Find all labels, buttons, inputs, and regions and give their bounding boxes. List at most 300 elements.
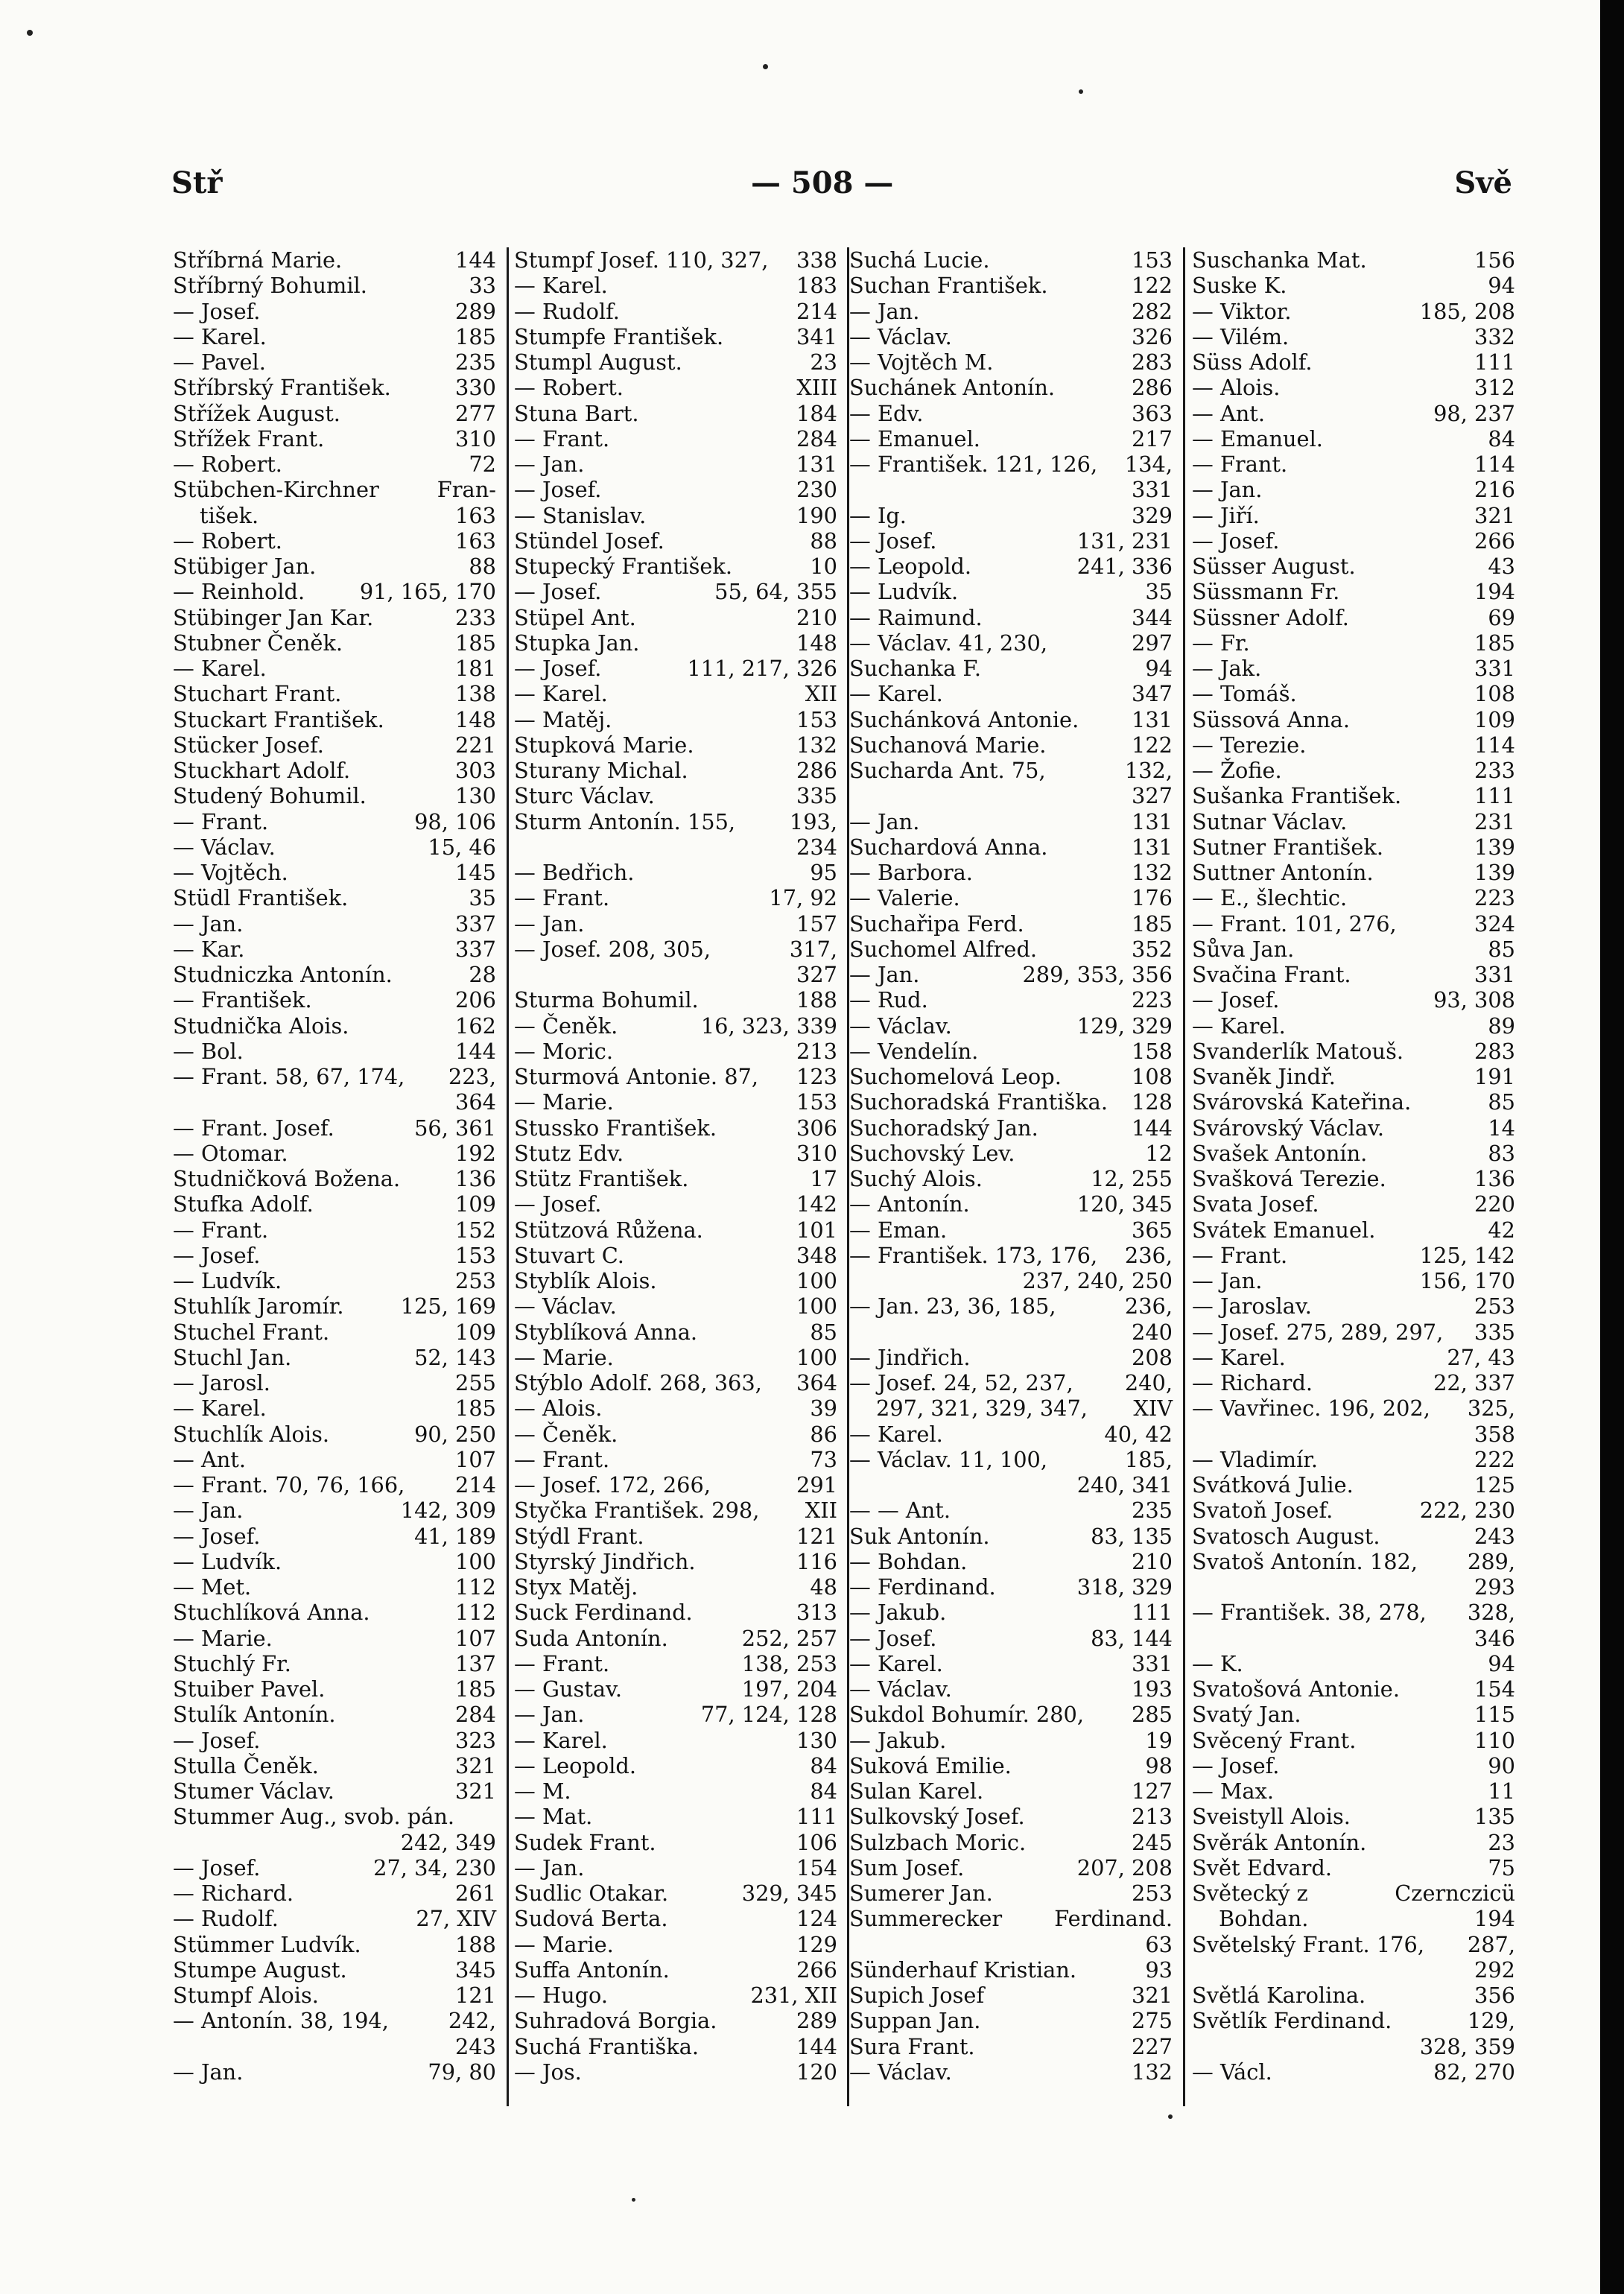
entry-pages: XII [805, 681, 837, 707]
entry-name: — Jak. [1192, 656, 1262, 681]
entry-pages: 129 [796, 1931, 837, 1957]
entry-pages: 327 [1132, 783, 1173, 809]
entry-name: Suck Ferdinand. [514, 1600, 693, 1626]
entry-pages: XII [805, 1498, 837, 1524]
index-entry [173, 1626, 496, 1651]
index-entry [173, 758, 496, 783]
entry-name: — Karel. [514, 1727, 608, 1753]
entry-name: Suschanka Mat. [1192, 247, 1367, 273]
index-entry [514, 1345, 837, 1370]
entry-pages: 289, 353, 356 [1022, 962, 1173, 987]
entry-name: — Richard. [1192, 1370, 1313, 1395]
entry-name: Süssmann Fr. [1192, 579, 1340, 605]
index-entry [1192, 1524, 1515, 1549]
index-entry [849, 2034, 1173, 2059]
entry-pages: 127 [1132, 1778, 1173, 1804]
entry-name: — — Ant. [849, 1498, 951, 1524]
entry-pages: 188 [796, 987, 837, 1013]
entry-name: Svět Edvard. [1192, 1854, 1333, 1880]
entry-pages: 142, 309 [400, 1498, 496, 1524]
index-entry [1192, 1422, 1515, 1447]
entry-pages: 48 [810, 1574, 837, 1600]
entry-name: Suske K. [1192, 273, 1287, 299]
entry-pages: 85 [1488, 936, 1515, 962]
entry-name: — Ant. [1192, 400, 1266, 426]
entry-pages: 111 [796, 1804, 837, 1830]
index-entry [514, 1319, 837, 1345]
entry-name: — Marie. [514, 1089, 614, 1115]
index-entry [1192, 299, 1515, 324]
entry-pages: 223, [448, 1064, 496, 1089]
entry-name: — Kar. [173, 936, 245, 962]
entry-name: — Josef. [514, 656, 602, 681]
index-entry [173, 554, 496, 579]
entry-pages: 17, 92 [769, 885, 837, 911]
entry-name: Suchovský Lev. [849, 1140, 1015, 1166]
entry-pages: 326 [1132, 323, 1173, 349]
index-entry [173, 1039, 496, 1064]
entry-pages: 176 [1132, 885, 1173, 911]
index-entry [849, 1702, 1173, 1727]
index-entry [514, 1957, 837, 1983]
index-entry [1192, 2059, 1515, 2085]
entry-name: Suchoradská Františka. [849, 1089, 1108, 1115]
index-entry [514, 324, 837, 349]
entry-name: — Terezie. [1192, 732, 1307, 758]
entry-name: — Karel. [173, 323, 267, 349]
entry-pages: 216 [1474, 477, 1515, 503]
entry-name: — Raimund. [849, 604, 983, 630]
entry-pages: 19 [1145, 1727, 1173, 1753]
entry-pages: 331 [1132, 477, 1173, 503]
index-entry [514, 426, 837, 451]
entry-name: — František. 121, 126, [849, 451, 1098, 477]
entry-pages: 346 [1474, 1625, 1515, 1651]
index-entry [173, 962, 496, 987]
entry-name: Stupecký František. [514, 554, 732, 579]
entry-pages: 83, 144 [1091, 1625, 1173, 1651]
entry-name: — Jan. [514, 1854, 585, 1880]
entry-name: Stuna Bart. [514, 400, 639, 426]
entry-name: Svátková Julie. [1192, 1472, 1354, 1498]
entry-pages: 235 [1132, 1498, 1173, 1524]
entry-pages: 191 [1474, 1064, 1515, 1089]
entry-pages: 345 [455, 1956, 496, 1983]
entry-pages: 240, 341 [1076, 1472, 1173, 1498]
entry-name: — Karel. [1192, 1344, 1286, 1370]
index-entry [514, 987, 837, 1013]
entry-name: — Rudolf. [514, 298, 620, 324]
print-speck [1079, 89, 1083, 94]
entry-pages: 313 [796, 1600, 837, 1626]
entry-name: Sušanka František. [1192, 783, 1402, 809]
entry-pages: 352 [1132, 936, 1173, 962]
index-entry [849, 1472, 1173, 1498]
index-entry [1192, 885, 1515, 910]
index-entry [514, 809, 837, 834]
entry-pages: 89 [1488, 1013, 1515, 1039]
entry-pages: 364 [796, 1370, 837, 1395]
index-entry [1192, 1243, 1515, 1268]
entry-name: Stumer Václav. [173, 1778, 334, 1804]
index-entry [1192, 1472, 1515, 1498]
entry-pages: 98, 237 [1433, 400, 1515, 426]
entry-pages: 27, XIV [416, 1906, 496, 1932]
entry-name: — Jiří. [1192, 502, 1260, 528]
index-entry [849, 2059, 1173, 2085]
index-entry [173, 937, 496, 962]
entry-name: — Frant. [514, 885, 610, 911]
entry-name: — Karel. [173, 1395, 267, 1422]
index-entry [1192, 911, 1515, 937]
entry-pages: XIV [1133, 1395, 1173, 1422]
entry-name: Stütz František. [514, 1166, 689, 1191]
index-entry [173, 1141, 496, 1166]
entry-pages: 235 [455, 349, 496, 375]
index-entry [849, 324, 1173, 349]
entry-pages: 306 [796, 1115, 837, 1141]
entry-pages: 12, 255 [1091, 1166, 1173, 1191]
entry-pages: 120, 345 [1076, 1191, 1173, 1217]
index-entry [173, 1345, 496, 1370]
entry-pages: 156 [1474, 247, 1515, 273]
entry-name: — Josef. [1192, 527, 1280, 554]
entry-name: — Josef. [173, 1523, 261, 1549]
entry-pages: 329 [1132, 502, 1173, 528]
entry-pages: 285 [1132, 1702, 1173, 1728]
entry-pages: 33 [469, 273, 496, 299]
entry-pages: 125, 142 [1419, 1242, 1515, 1268]
entry-pages: 293 [1474, 1574, 1515, 1600]
index-entry [514, 1574, 837, 1600]
entry-name: Studený Bohumil. [173, 783, 367, 809]
entry-name: Stummer Aug., svob. pán. [173, 1804, 455, 1830]
entry-name: — Josef. [173, 298, 261, 324]
index-entry [1192, 630, 1515, 656]
entry-pages: 184 [796, 400, 837, 426]
entry-pages: 109 [455, 1319, 496, 1345]
index-entry [1192, 1319, 1515, 1345]
entry-name: — Emanuel. [849, 425, 980, 451]
entry-name: — Jan. [1192, 1268, 1263, 1293]
entry-pages: 93, 308 [1433, 987, 1515, 1013]
entry-name: Sutner František. [1192, 834, 1384, 860]
entry-pages: 321 [1474, 502, 1515, 528]
index-entry [173, 1957, 496, 1983]
entry-name: — Frant. 58, 67, 174, [173, 1064, 405, 1089]
index-entry [173, 1830, 496, 1855]
entry-name: Svatosch August. [1192, 1523, 1380, 1549]
entry-pages: 72 [469, 451, 496, 477]
entry-name: — Václav. 11, 100, [849, 1446, 1048, 1472]
entry-name: — Karel. [849, 1421, 943, 1447]
index-entry [1192, 758, 1515, 783]
entry-name: Suffa Antonín. [514, 1956, 670, 1983]
entry-name: — Jan. [173, 1498, 244, 1524]
entry-pages: 90 [1488, 1752, 1515, 1778]
entry-pages: 321 [1132, 1983, 1173, 2008]
index-entry [849, 349, 1173, 375]
entry-name: Střížek August. [173, 400, 340, 426]
entry-name: Svárovská Kateřina. [1192, 1089, 1412, 1115]
entry-name: — Marie. [173, 1625, 273, 1651]
index-entry [849, 630, 1173, 656]
entry-pages: 27, 43 [1447, 1344, 1515, 1370]
entry-pages: 344 [1132, 604, 1173, 630]
entry-name: — Karel. [849, 1650, 943, 1676]
index-entry [1192, 962, 1515, 987]
index-entry [514, 1880, 837, 1906]
entry-name: — Ant. [173, 1446, 247, 1472]
index-entry [173, 1370, 496, 1395]
index-entry [514, 477, 837, 502]
entry-name: Sutnar Václav. [1192, 808, 1348, 834]
entry-name: — K. [1192, 1650, 1243, 1676]
entry-pages: 341 [796, 323, 837, 349]
index-entry [514, 349, 837, 375]
entry-pages: 335 [796, 783, 837, 809]
index-entry [849, 1268, 1173, 1293]
entry-name: — Frant. [1192, 451, 1288, 477]
entry-name: — Jan. [514, 910, 585, 937]
index-entry [1192, 477, 1515, 502]
entry-pages: 131 [1132, 834, 1173, 860]
entry-pages: 236, [1124, 1242, 1173, 1268]
entry-name: — Václav. [514, 1293, 617, 1319]
index-entry [514, 1753, 837, 1778]
index-entry [514, 707, 837, 732]
entry-pages: 116 [796, 1548, 837, 1574]
entry-pages: 136 [1474, 1166, 1515, 1191]
index-entry [514, 1166, 837, 1191]
index-entry [173, 1702, 496, 1727]
entry-name: — Jakub. [849, 1727, 947, 1753]
entry-name: Sturma Bohumil. [514, 987, 699, 1013]
entry-name: Sturc Václav. [514, 783, 655, 809]
index-entry [1192, 1753, 1515, 1778]
entry-name: — Vilém. [1192, 323, 1290, 349]
entry-name: Svanderlík Matouš. [1192, 1038, 1404, 1064]
scan-border [1600, 0, 1624, 2294]
entry-pages: 208 [1132, 1344, 1173, 1370]
entry-name: Sudlic Otakar. [514, 1880, 669, 1906]
entry-pages: 28 [469, 962, 496, 987]
entry-name: Stubner Čeněk. [173, 630, 343, 656]
entry-pages: 144 [796, 2033, 837, 2059]
index-entry [1192, 1957, 1515, 1983]
entry-pages: 79, 80 [428, 2059, 496, 2085]
index-entry [849, 1498, 1173, 1523]
entry-name: Stumpe August. [173, 1956, 347, 1983]
index-entry [514, 451, 837, 477]
index-entry [514, 1702, 837, 1727]
entry-pages: 253 [1474, 1293, 1515, 1319]
index-entry [1192, 1702, 1515, 1727]
entry-name: — Barbora. [849, 860, 973, 885]
entry-pages: 40, 42 [1104, 1421, 1173, 1447]
index-entry [514, 1447, 837, 1472]
index-entry [849, 554, 1173, 579]
index-entry [1192, 247, 1515, 273]
entry-pages: 95 [810, 860, 837, 885]
entry-name: Sumerer Jan. [849, 1880, 993, 1906]
index-entry [849, 273, 1173, 298]
index-entry [514, 2008, 837, 2033]
entry-name: — Karel. [514, 681, 608, 707]
entry-name: Stündel Josef. [514, 527, 664, 554]
entry-pages: 111 [1132, 1600, 1173, 1626]
entry-pages: 289, [1467, 1548, 1515, 1574]
index-entry [849, 707, 1173, 732]
entry-name: — Eman. [849, 1217, 948, 1243]
entry-name: — Jan. [514, 451, 585, 477]
entry-pages: 131 [796, 451, 837, 477]
entry-name: — Ferdinand. [849, 1574, 996, 1600]
entry-name: Suchá Lucie. [849, 247, 990, 273]
index-entry [849, 1830, 1173, 1855]
entry-pages: 237, 240, 250 [1022, 1268, 1173, 1293]
entry-name: — František. 173, 176, [849, 1242, 1098, 1268]
entry-pages: 310 [455, 425, 496, 451]
entry-pages: 245 [1132, 1829, 1173, 1855]
entry-name: — M. [514, 1778, 571, 1804]
entry-pages: 90, 250 [414, 1421, 496, 1447]
index-entry [173, 783, 496, 808]
entry-name: — Čeněk. [514, 1421, 618, 1447]
entry-pages: 185 [455, 1676, 496, 1702]
entry-name: Suchan František. [849, 273, 1048, 299]
entry-name: Suhradová Borgia. [514, 2008, 717, 2034]
entry-pages: 112 [455, 1574, 496, 1600]
entry-pages: 84 [1488, 425, 1515, 451]
entry-name: — Václav. [849, 1013, 952, 1039]
entry-pages: 185 [1474, 630, 1515, 656]
entry-pages: 185 [455, 630, 496, 656]
entry-pages: Fran- [437, 477, 496, 503]
index-entry [173, 1600, 496, 1625]
index-entry [1192, 1115, 1515, 1141]
index-entry [173, 1932, 496, 1957]
entry-pages: 331 [1474, 656, 1515, 681]
entry-pages: 163 [455, 527, 496, 554]
entry-name: Stuchart Frant. [173, 681, 342, 707]
index-entry [1192, 1855, 1515, 1880]
index-entry [173, 1293, 496, 1319]
index-entry [173, 273, 496, 298]
running-header [0, 165, 1600, 203]
index-entry [1192, 1293, 1515, 1319]
entry-pages: 233 [1474, 758, 1515, 783]
entry-pages: 84 [810, 1778, 837, 1804]
index-entry [1192, 1191, 1515, 1217]
entry-pages: 185 [455, 1395, 496, 1422]
entry-pages: 41, 189 [414, 1523, 496, 1549]
entry-name: — Jan. [173, 2059, 244, 2085]
entry-name: Stulla Čeněk. [173, 1752, 319, 1778]
entry-name: — Tomáš. [1192, 681, 1297, 707]
index-entry [1192, 987, 1515, 1013]
entry-pages: 139 [1474, 834, 1515, 860]
entry-pages: 122 [1132, 273, 1173, 299]
index-entry [173, 247, 496, 273]
entry-pages: 123 [796, 1064, 837, 1089]
index-entry [849, 1574, 1173, 1600]
entry-name: — Čeněk. [514, 1013, 618, 1039]
entry-name: — Leopold. [514, 1752, 637, 1778]
entry-pages: 63 [1145, 1931, 1173, 1957]
entry-pages: 112 [455, 1600, 496, 1626]
entry-pages: 85 [810, 1319, 837, 1345]
entry-pages: 321 [455, 1752, 496, 1778]
entry-pages: 85 [1488, 1089, 1515, 1115]
entry-name: Stutz Edv. [514, 1140, 624, 1166]
index-entry [514, 299, 837, 324]
index-entry [849, 1422, 1173, 1447]
index-entry [1192, 1345, 1515, 1370]
entry-name: — Josef. 172, 266, [514, 1472, 711, 1498]
entry-pages: 328, [1467, 1600, 1515, 1626]
index-entry [173, 1778, 496, 1804]
index-entry [849, 1549, 1173, 1574]
index-entry [1192, 707, 1515, 732]
entry-pages: 335 [1474, 1319, 1515, 1345]
index-entry [173, 1906, 496, 1931]
entry-name: — Frant. [1192, 1242, 1288, 1268]
entry-pages: 55, 64, 355 [714, 579, 837, 605]
entry-pages: 331 [1132, 1650, 1173, 1676]
index-entry [1192, 1039, 1515, 1064]
entry-pages: 193, [789, 808, 837, 834]
index-entry [514, 1039, 837, 1064]
index-entry [514, 1983, 837, 2008]
entry-name: Stumpfe František. [514, 323, 724, 349]
entry-pages: 153 [455, 1242, 496, 1268]
index-entry [514, 1524, 837, 1549]
entry-pages: 148 [796, 630, 837, 656]
entry-name: Svátek Emanuel. [1192, 1217, 1376, 1243]
index-entry [849, 605, 1173, 630]
entry-pages: 100 [796, 1293, 837, 1319]
entry-name: Sulan Karel. [849, 1778, 984, 1804]
entry-pages: 69 [1488, 604, 1515, 630]
entry-pages: 35 [1145, 579, 1173, 605]
entry-name: Studniczka Antonín. [173, 962, 393, 987]
entry-name: — Jindřich. [849, 1344, 971, 1370]
index-entry [1192, 1395, 1515, 1421]
index-entry [1192, 528, 1515, 554]
index-entry [173, 1855, 496, 1880]
entry-name: Stupka Jan. [514, 630, 640, 656]
entry-pages: 125 [1474, 1472, 1515, 1498]
index-entry [849, 1395, 1173, 1421]
entry-pages: 131, 231 [1076, 527, 1173, 554]
entry-name: Styblík Alois. [514, 1268, 657, 1293]
entry-pages: 328, 359 [1419, 2033, 1515, 2059]
entry-name: — Antonín. [849, 1191, 970, 1217]
entry-pages: 23 [810, 349, 837, 375]
index-entry [173, 1983, 496, 2008]
entry-name: Stuckart František. [173, 706, 384, 732]
index-entry [173, 1651, 496, 1676]
index-entry [1192, 2008, 1515, 2033]
index-entry [173, 1268, 496, 1293]
index-entry [849, 1983, 1173, 2008]
index-entry [514, 1422, 837, 1447]
index-entry [173, 605, 496, 630]
index-entry [849, 1804, 1173, 1829]
entry-name: — Frant. [514, 1650, 610, 1676]
entry-pages: 132 [1132, 2059, 1173, 2085]
